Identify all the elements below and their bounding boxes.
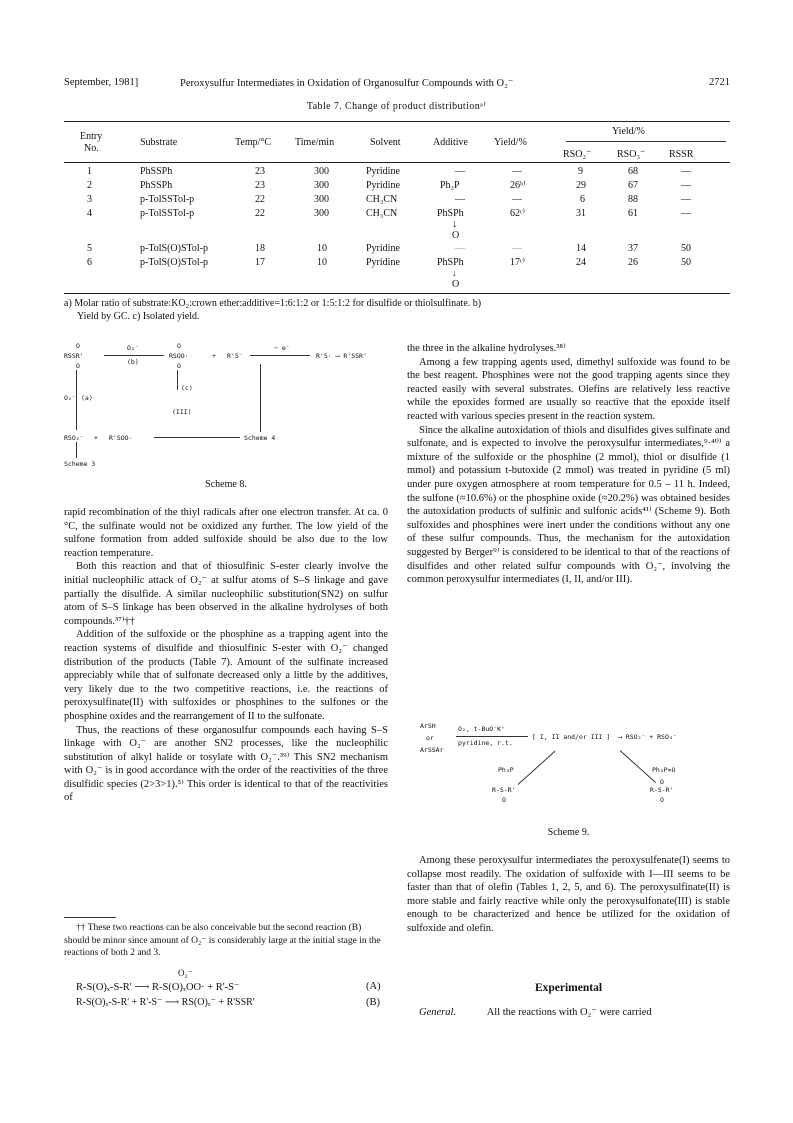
cell-yield: — — [512, 166, 522, 177]
s9-arrow-left — [518, 751, 556, 785]
cell-rso3: 61 — [628, 208, 638, 219]
header-substrate: Substrate — [140, 137, 178, 148]
s8-iii: (III) — [172, 408, 192, 416]
s9-cond-1: O₂, t-BuO⁻K⁺ — [458, 725, 505, 733]
cell-no: 6 — [87, 257, 92, 268]
s9-arssar: ArSSAr — [420, 746, 444, 754]
cell-rso2: 6 — [580, 194, 585, 205]
cell-no: 3 — [87, 194, 92, 205]
table-header-rule — [64, 162, 730, 163]
cell-time: 300 — [314, 166, 329, 177]
cell-rso3: 68 — [628, 166, 638, 177]
article-title: Peroxysulfur Intermediates in Oxidation of Organosulfur Compounds with O₂⁻ — [180, 78, 514, 89]
oxide-mark-2: O — [452, 279, 460, 290]
left-paragraph-3: Addition of the sulfoxide or the phosphine as a trapping agent into the reaction systems of disulfide and thiosulfinic S-ester with O₂⁻ changed distribution of the products (Table 7). Amount of the sulfinate increased appreciably while that of sulfonate decreased only a little by the additives, very likely due to the two competitive reactions, i.e. the reactions of peroxysulfinate(II) with sulfoxides or phosphines to the sulfones or the phosphine oxides and the rearrangement of II to the sulfonate. — [64, 629, 388, 722]
s8-o2-b: O₂⁻ — [64, 394, 76, 402]
cell-yield: 17ᶜ⁾ — [510, 257, 526, 268]
cell-rso3: 88 — [628, 194, 638, 205]
s8-minus-e: − e⁻ — [274, 344, 290, 352]
s8-rssr: RSSR' — [64, 352, 84, 360]
equation-b: R-S(O)ₓ-S-R' + R'-S⁻ ⟶ RS(O)ₓ⁻ + R'SSR' — [76, 997, 255, 1008]
cell-additive: — — [455, 243, 465, 254]
s8-plus-2: + — [94, 434, 98, 442]
header-yield: Yield/% — [494, 137, 527, 148]
s9-o-3: O — [660, 796, 664, 804]
s9-or: or — [426, 734, 434, 742]
cell-additive: — — [455, 194, 465, 205]
header-solvent: Solvent — [370, 137, 401, 148]
cell-no: 5 — [87, 243, 92, 254]
table-title: Table 7. Change of product distributionᵃ⁾ — [306, 101, 487, 112]
oxide-arrow: ↓ — [452, 218, 458, 230]
cell-substrate: p-TolSSTol-p — [140, 194, 195, 205]
cell-rso2: 24 — [576, 257, 586, 268]
cell-rso2: 9 — [578, 166, 583, 177]
s9-arrow-main — [456, 736, 528, 737]
cell-rssr: — — [681, 180, 691, 191]
s8-o-bot: O — [76, 362, 80, 370]
table-top-rule — [64, 121, 730, 122]
cell-substrate: p-TolSSTol-p — [140, 208, 195, 219]
cell-substrate: PhSSPh — [140, 166, 173, 177]
s9-ph3p: Ph₃P — [498, 766, 514, 774]
page-number: 2721 — [709, 77, 730, 88]
footnote-rule — [64, 917, 116, 918]
cell-no: 1 — [87, 166, 92, 177]
s8-rso2: RSO₂⁻ — [64, 434, 84, 442]
cell-rssr: — — [681, 208, 691, 219]
cell-rso2: 14 — [576, 243, 586, 254]
s8-c: (c) — [181, 384, 193, 392]
scheme-8 — [64, 342, 388, 472]
header-additive: Additive — [433, 137, 468, 148]
header-rso3: RSO₃⁻ — [617, 149, 646, 160]
cell-temp: 22 — [255, 208, 265, 219]
s8-scheme4: Scheme 4 — [244, 434, 276, 442]
scheme-8-label: Scheme 8. — [205, 479, 247, 490]
experimental-general — [407, 1006, 730, 1020]
s8-a: (a) — [81, 394, 93, 402]
general-label: General. — [419, 1007, 457, 1018]
right-paragraph-1: the three in the alkaline hydrolyses.³⁸⁾ — [407, 343, 566, 354]
cell-temp: 23 — [255, 166, 265, 177]
cell-rso3: 37 — [628, 243, 638, 254]
cell-solvent: Pyridine — [366, 166, 400, 177]
header-entry: Entry — [80, 131, 103, 142]
cell-yield: 62ᶜ⁾ — [510, 208, 526, 219]
cell-solvent: CH₃CN — [366, 208, 398, 219]
s8-vline-a — [76, 370, 77, 430]
header-no: No. — [84, 143, 99, 154]
table-footnote — [64, 297, 730, 323]
s9-rsr: R-S-R' — [492, 786, 516, 794]
experimental-heading: Experimental — [534, 982, 603, 994]
eq-o2-label: O₂⁻ — [178, 968, 193, 978]
table-footnote-line1: a) Molar ratio of substrate:KO₂:crown ether:additive=1:6:1:2 or 1:5:1:2 for disulfide or thiolsulfinate. b) — [64, 298, 482, 309]
s8-rsoo: RSOO· — [169, 352, 189, 360]
cell-rso2: 31 — [576, 208, 586, 219]
cell-substrate: p-TolS(O)STol-p — [140, 257, 209, 268]
s8-rsdot: R'S· ⟶ R'SSR' — [316, 352, 367, 360]
cell-rso3: 67 — [628, 180, 638, 191]
cell-temp: 23 — [255, 180, 265, 191]
s9-cond-2: pyridine, r.t. — [458, 739, 513, 747]
equation-a: R-S(O)ₓ-S-R' ⟶ R-S(O)ₓOO· + R'-S⁻ — [76, 982, 240, 993]
cell-solvent: Pyridine — [366, 180, 400, 191]
cell-temp: 18 — [255, 243, 265, 254]
yield-group-rule — [566, 141, 726, 142]
s9-arsh: ArSH — [420, 722, 436, 730]
cell-time: 300 — [314, 194, 329, 205]
s8-rsoo2: R'SOO· — [109, 434, 133, 442]
s8-arrow-2 — [250, 355, 310, 356]
equation-a-tag: (A) — [366, 981, 381, 992]
scheme-9 — [420, 722, 730, 822]
left-paragraph-4: Thus, the reactions of these organosulfur compounds each having S–S linkage with O₂⁻ are another SN2 processes, like the nucleophilic substitution of alkyl halide or tosylate with O₂⁻.³⁹⁾ This SN2 mechanism with O₂⁻ is in good accordance with the order of the reactivities of the three disulfidic species (2>3>1).⁵⁾ This order is identical to that of the reactivities of — [64, 724, 388, 804]
cell-rso2: 29 — [576, 180, 586, 191]
right-paragraph-4: Among these peroxysulfur intermediates the peroxysulfenate(I) seems to collapse most readily. The oxidation of sulfoxide with I—III seems to be faster than that of olefin (Tables 1, 2, 5, and 6). The peroxysulfinate(II) is more stable and fairly reactive while only the peroxysulfonate(III) is stable enough to be characterized and hence be utilized for the oxidation of sulfoxide and olefin. — [407, 855, 730, 934]
cell-additive: — — [455, 166, 465, 177]
s8-rs: R'S⁻ — [227, 352, 243, 360]
header-rssr: RSSR — [669, 149, 694, 160]
cell-solvent: Pyridine — [366, 243, 400, 254]
s8-arrow-1 — [104, 355, 164, 356]
right-paragraph-3: Since the alkaline autoxidation of thiols and disulfides gives sulfinate and sulfonate, and is expected to involve the peroxysulfur intermediates,⁹·⁴⁰⁾ a mixture of the sulfoxide or the phosphine (2 mmol), thiol or disulfide (1 mmol) and potassium t-butoxide (2 mmol) was treated in pyridine (5 ml) under pure oxygen atmosphere at room temperature for 0.5 – 11 h. Indeed, the sulfone (≈10.6%) or the phosphine oxide (≈20.2%) was obtained besides the autoxidation products of sulfinic and sulfonic acids⁴¹⁾ (Scheme 9). Both sulfoxides and phosphines were inert under the conditions without any one of these sulfur compounds. Thus, the mechanism for the autoxidation suggested by Berger⁹⁾ is considered to be identical to that of the reactions of disulfides and other related sulfur compounds with O₂⁻, involving the common peroxysulfur intermediates (I, II, and/or III). — [407, 424, 730, 586]
cell-time: 10 — [317, 243, 327, 254]
s8-o-top: O — [76, 342, 80, 350]
right-column-bottom — [407, 854, 730, 936]
cell-yield: — — [512, 243, 522, 254]
cell-temp: 22 — [255, 194, 265, 205]
s9-ph3po: Ph₃P=O — [652, 766, 676, 774]
header-yield-group: Yield/% — [612, 126, 645, 137]
header-time: Time/min — [295, 137, 335, 148]
s8-vline-r — [260, 364, 261, 432]
left-paragraph-2: Both this reaction and that of thiosulfinic S-ester clearly involve the initial nucleophilic attack of O₂⁻ at sulfur atoms of S–S linkage and gave partially the disulfide. A similar nucleophilic substitution(SN2) on sulfur atom of S–S linkage has been observed in the alkaline hydrolyses of both compounds.³⁷⁾†† — [64, 561, 388, 627]
cell-time: 300 — [314, 180, 329, 191]
oxide-arrow-2: ↓ — [452, 268, 457, 278]
s8-vline-down — [76, 442, 77, 458]
cell-additive: Ph₃P — [440, 180, 460, 191]
table-footnote-line2: Yield by GC. c) Isolated yield. — [77, 311, 200, 322]
s8-vline-c — [177, 370, 178, 390]
cell-temp: 17 — [255, 257, 265, 268]
oxide-mark: O — [452, 230, 460, 241]
cell-no: 4 — [87, 208, 92, 219]
s8-o-rsoo: O — [177, 342, 181, 350]
cell-rssr: — — [681, 194, 691, 205]
cell-solvent: CH₃CN — [366, 194, 398, 205]
right-column-top — [407, 342, 730, 587]
left-paragraph-1: rapid recombination of the thiyl radicals after one electron transfer. At ca. 0 °C, the sulfinate would not be oxidized any further. The low yield of the sulfone formation from added sulfoxide should be also due to the low reaction temperature. — [64, 507, 388, 559]
journal-date: September, 1981] — [64, 77, 139, 88]
cell-time: 10 — [317, 257, 327, 268]
left-column — [64, 506, 388, 805]
scheme-9-label: Scheme 9. — [547, 827, 590, 838]
cell-yield: — — [512, 194, 522, 205]
header-rso2: RSO₂⁻ — [563, 149, 592, 160]
cell-substrate: PhSSPh — [140, 180, 173, 191]
s9-o-2: O — [660, 778, 664, 786]
cell-additive: PhSPh — [437, 208, 464, 219]
cell-rssr: 50 — [681, 257, 691, 268]
equation-b-tag: (B) — [366, 997, 380, 1008]
cell-yield: 26ᵇ⁾ — [510, 180, 526, 191]
s9-arrow-right — [620, 750, 656, 783]
s8-o-rsoo-bot: O — [177, 362, 181, 370]
s8-o2-a: O₂⁻ — [127, 344, 139, 352]
cell-substrate: p-TolS(O)STol-p — [140, 243, 209, 254]
s9-products: ⟶ RSO₂⁻ + RSO₃⁻ — [618, 733, 677, 741]
cell-rssr: — — [681, 166, 691, 177]
s9-intermediates: [ I, II and/or III ] — [532, 733, 611, 741]
s8-plus-1: + — [212, 352, 216, 360]
right-paragraph-2: Among a few trapping agents used, dimethyl sulfoxide was found to be the best reagent. Phosphines were not the good trapping agents since they reacted easily with several substrates. Olefins are relatively less reactive while the epoxides formed are usually so reactive that the epoxide itself reacted with various species present in the reaction system. — [407, 356, 730, 422]
footnote-text: †† These two reactions can be also conceivable but the second reaction (B) should be minor since amount of O₂⁻ is considerably large at the initial stage in the reactions of both 2 and 3. — [64, 923, 381, 958]
running-head — [64, 77, 730, 93]
header-temp: Temp/°C — [235, 137, 272, 148]
cell-additive: PhSPh — [437, 257, 464, 268]
table-bottom-rule — [64, 293, 730, 294]
s8-arrow-3 — [154, 437, 240, 438]
cell-no: 2 — [87, 180, 92, 191]
cell-rso3: 26 — [628, 257, 638, 268]
general-text: All the reactions with O₂⁻ were carried — [486, 1007, 652, 1018]
s8-b: (b) — [127, 358, 139, 366]
cell-time: 300 — [314, 208, 329, 219]
s9-o-1: O — [502, 796, 506, 804]
s9-rsor: R-S-R' — [650, 786, 674, 794]
cell-solvent: Pyridine — [366, 257, 400, 268]
cell-rssr: 50 — [681, 243, 691, 254]
s8-scheme3: Scheme 3 — [64, 460, 96, 468]
